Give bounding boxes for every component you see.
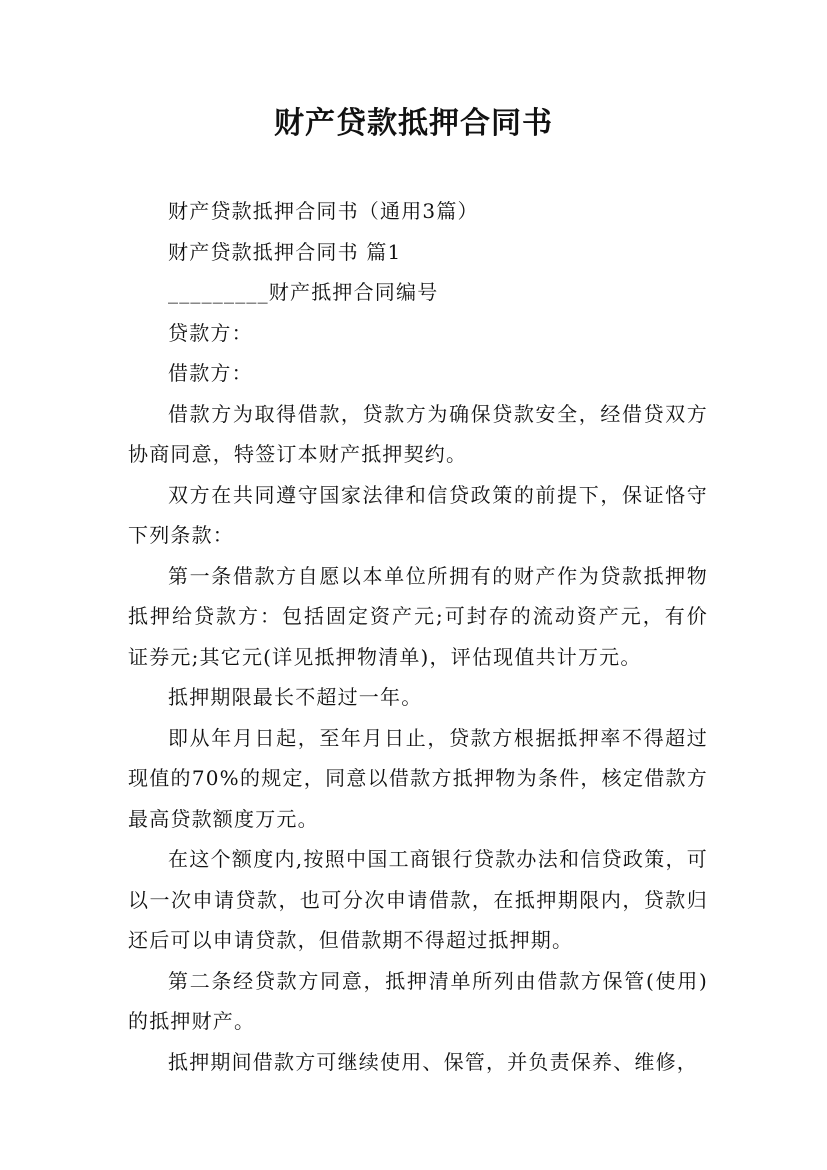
- paragraph-preamble: 借款方为取得借款，贷款方为确保贷款安全，经借贷双方协商同意，特签订本财产抵押契约。: [128, 401, 708, 466]
- paragraph-credit-line: 在这个额度内,按照中国工商银行贷款办法和信贷政策，可以一次申请贷款，也可分次申请借款，在抵押期限内，贷款归还后可以申请贷款，但借款期不得超过抵押期。: [128, 847, 708, 952]
- paragraph-lender: 贷款方：: [168, 320, 253, 345]
- paragraph-subtitle: 财产贷款抵押合同书（通用3篇）: [168, 199, 479, 223]
- paragraph-borrower: 借款方：: [168, 361, 253, 385]
- paragraph-article-1: 第一条借款方自愿以本单位所拥有的财产作为贷款抵押物抵押给贷款方：包括固定资产元;可封存的流动资产元，有价证券元;其它元(详见抵押物清单)，评估现值共计万元。: [128, 563, 708, 669]
- document-body: [128, 191, 708, 1082]
- paragraph-article-2: 第二条经贷款方同意，抵押清单所列由借款方保管(使用)的抵押财产。: [128, 968, 708, 1033]
- paragraph-term-limit: 抵押期限最长不超过一年。: [168, 685, 423, 709]
- paragraph-custody: 抵押期间借款方可继续使用、保管，并负责保养、维修，: [168, 1049, 698, 1074]
- paragraph-loan-period: 即从年月日起，至年月日止，贷款方根据抵押率不得超过现值的70%的规定，同意以借款方抵押物为条件，核定借款方最高贷款额度万元。: [128, 725, 708, 831]
- paragraph-compliance: 双方在共同遵守国家法律和信贷政策的前提下，保证恪守下列条款：: [128, 482, 708, 547]
- document-title: 财产贷款抵押合同书: [274, 106, 553, 141]
- paragraph-contract-number: _________财产抵押合同编号: [168, 280, 439, 304]
- paragraph-part-heading: 财产贷款抵押合同书 篇1: [168, 239, 402, 264]
